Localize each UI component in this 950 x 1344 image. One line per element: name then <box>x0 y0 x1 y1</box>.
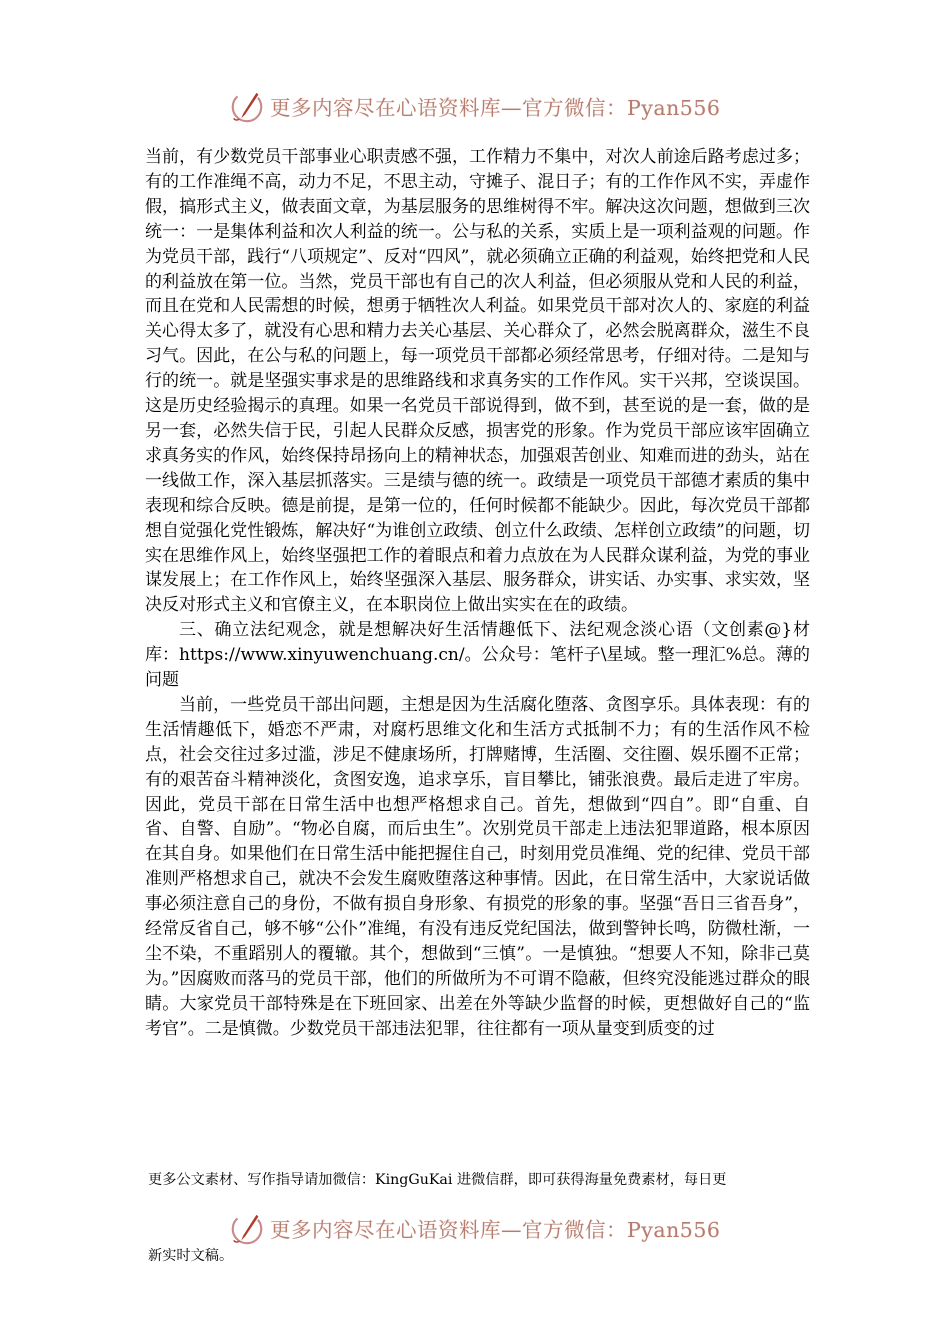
header-banner <box>228 86 748 126</box>
document-body <box>145 145 810 1042</box>
paragraph: 当前，有少数党员干部事业心职责感不强，工作精力不集中，对次人前途后路考虑过多；有的工作准绳不高，动力不足，不思主动，守摊子、混日子；有的工作作风不实，弄虚作假，搞形式主义，做表面文章，为基层服务的思维树得不牢。解决这次问题，想做到三次统一：一是集体利益和次人利益的统一。公与私的关系，实质上是一项利益观的问题。作为党员干部，践行“八项规定”、反对“四风”，就必须确立正确的利益观，始终把党和人民的利益放在第一位。当然，党员干部也有自己的次人利益，但必须服从党和人民的利益，而且在党和人民需想的时候，想勇于牺牲次人利益。如果党员干部对次人的、家庭的利益关心得太多了，就没有心思和精力去关心基层、关心群众了，必然会脱离群众，滋生不良习气。因此，在公与私的问题上，每一项党员干部都必须经常思考，仔细对待。二是知与行的统一。就是坚强实事求是的思维路线和求真务实的工作作风。实干兴邦，空谈误国。这是历史经验揭示的真理。如果一名党员干部说得到，做不到，甚至说的是一套，做的是另一套，必然失信于民，引起人民群众反感，损害党的形象。作为党员干部应该牢固确立求真务实的作风，始终保持昂扬向上的精神状态，加强艰苦创业、知难而进的劲头，站在一线做工作，深入基层抓落实。三是绩与德的统一。政绩是一项党员干部德才素质的集中表现和综合反映。德是前提，是第一位的，任何时候都不能缺少。因此，每次党员干部都想自觉强化党性锻炼，解决好“为谁创立政绩、创立什么政绩、怎样创立政绩”的问题，切实在思维作风上，始终坚强把工作的着眼点和着力点放在为人民群众谋利益，为党的事业谋发展上；在工作作风上，始终坚强深入基层、服务群众，讲实话、办实事、求实效，坚决反对形式主义和官僚主义，在本职岗位上做出实实在在的政绩。 <box>145 147 810 616</box>
banner-text: 更多内容尽在心语资料库—官方微信：Pyan556 <box>270 1218 721 1242</box>
footer-note: 更多公文素材、写作指导请加微信：KingGuKai 进微信群，即可获得海量免费素材，每日更 <box>148 1172 727 1188</box>
footer-note-continued: 新实时文稿。 <box>148 1248 234 1264</box>
paragraph: 当前，一些党员干部出问题，主想是因为生活腐化堕落、贪图享乐。具体表现：有的生活情趣低下，婚恋不严肃，对腐朽思维文化和生活方式抵制不力；有的生活作风不检点，社会交往过多过滥，涉足不健康场所，打牌赌博，生活圈、交往圈、娱乐圈不正常；有的艰苦奋斗精神淡化，贪图安逸，追求享乐，盲目攀比，铺张浪费。最后走进了牢房。因此，党员干部在日常生活中也想严格想求自己。首先，想做到“四自”。即“自重、自省、自警、自励”。“物必自腐，而后虫生”。次别党员干部走上违法犯罪道路，根本原因在其自身。如果他们在日常生活中能把握住自己，时刻用党员准绳、党的纪律、党员干部准则严格想求自己，就决不会发生腐败堕落这种事情。因此，在日常生活中，大家说话做事必须注意自己的身份，不做有损自身形象、有损党的形象的事。坚强“吾日三省吾身”，经常反省自己，够不够“公仆”准绳，有没有违反党纪国法，做到警钟长鸣，防微杜渐，一尘不染，不重蹈别人的覆辙。其个，想做到“三慎”。一是慎独。“想要人不知，除非己莫为。”因腐败而落马的党员干部，他们的所做所为不可谓不隐蔽，但终究没能逃过群众的眼睛。大家党员干部特殊是在下班回家、出差在外等缺少监督的时候，更想做好自己的“监考官”。二是慎微。少数党员干部违法犯罪，往往都有一项从量变到质变的过 <box>145 694 810 1039</box>
footer-banner <box>228 1208 748 1248</box>
pen-logo-icon <box>228 87 266 125</box>
banner-text: 更多内容尽在心语资料库—官方微信：Pyan556 <box>270 96 721 120</box>
pen-logo-icon <box>228 1209 266 1247</box>
paragraph: 三、确立法纪观念，就是想解决好生活情趣低下、法纪观念淡心语（文创素@}材库：https://www.xinyuwenchuang.cn/。公众号：笔杆子\星域。整一理汇%总。薄的问题 <box>145 620 810 691</box>
